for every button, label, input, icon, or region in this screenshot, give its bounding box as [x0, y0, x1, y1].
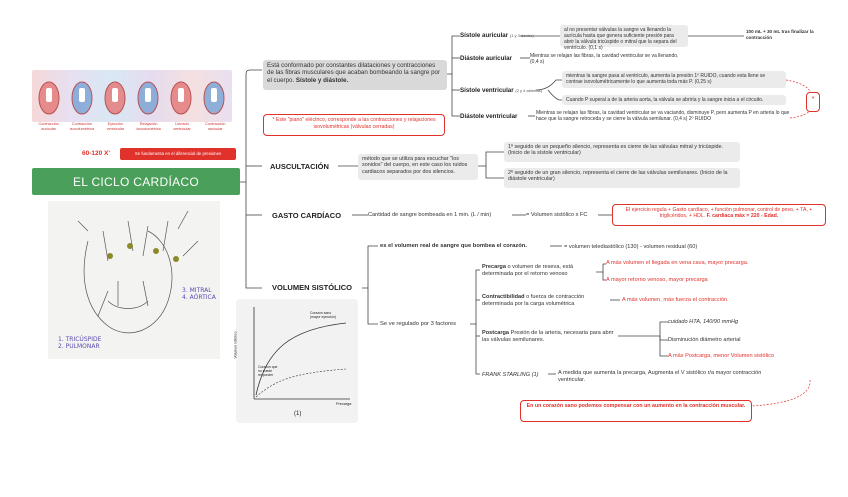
diastole-auricular-desc: Mientras se relajan las fibras, la cavidad ventricular se va llenando. (0,4 s) [530, 53, 679, 65]
sketch-label-right: 3. MITRAL 4. AÓRTICA [182, 287, 216, 301]
sistole-ventricular-small: (2 y 4 abiertas) [515, 88, 543, 93]
post-2: Disminución diámetro arterial [668, 337, 741, 343]
volumen-label: VOLUMEN SISTÓLICO [272, 283, 353, 292]
heart-panels [32, 70, 238, 140]
sistole-auricular-label: Sístole auricular (1 y 3 dentro) [460, 32, 534, 39]
postcarga-bold: Postcarga [482, 330, 510, 336]
sistole-auricular-extra: 100 mL + 30 mL tras finalizar la contracción [746, 29, 814, 40]
main-description [263, 60, 447, 90]
sistole-auricular-small: (1 y 3 dentro) [509, 33, 534, 38]
diastole-ventricular-desc: Mientras se relajan las fibras, la cavidad ventricular se va vaciando, disminuye P, pero aumenta P en arteria lo que hace que la sangre retroceda y se cierre la válvula semilunar. (0,4 s) 2º RUIDO [536, 110, 790, 122]
auscultacion-desc: método que se utiliza para escuchar "los sonidos" del cuerpo, en este caso los ruidos cardiacos separados por dos silencios. [358, 154, 478, 180]
main-desc-text: Está conformado por constantes dilataciones y contracciones de las fibras musculares que acaban bombeando la sangre por el cuerpo. [267, 62, 441, 84]
graph-curve-label: Corazón sano (mayor eyección) [310, 311, 337, 319]
frank-desc: A medida que aumenta la precarga, Augmenta el V sistólico r/a mayor contracción ventricular. [558, 370, 762, 383]
graph-low-label: Corazón que no puede responder [258, 365, 278, 377]
ruido-note: * Este "piano" eléctrico, corresponde a las contracciones y relajaciones isovolumétricas (válvulas cerradas) [263, 114, 445, 136]
page-title: EL CICLO CARDÍACO [32, 168, 240, 195]
precarga-r1: A más volumen el llegada en vena cava, mayor precarga. [606, 260, 749, 266]
panel-label: Contracción auricular [38, 122, 59, 131]
diastole-ventricular-label: Diástole ventricular [460, 113, 518, 120]
graph-xlabel: Precarga [336, 402, 352, 406]
contract-text: Contractibilidad o fuerza de contracción determinada por la carga volumétrica [482, 294, 585, 307]
main-desc-bold: Sístole y diástole. [295, 76, 349, 84]
gasto-note-bold: F. cardiaca máx = 220 - Edad. [706, 213, 779, 220]
graph-ylabel: Volumen sistólico [233, 331, 238, 359]
panel-label: Llenado ventricular [173, 122, 191, 131]
sistole-ventricular-desc1: mientras la sangre pasa al ventrículo, aumenta la presión 1º RUIDO, cuando esta llene se contrae isovolumétricamente lo que aumenta toda más P. (0,25 s) [562, 71, 786, 88]
contract-bold: Contractibilidad [482, 294, 525, 300]
precarga-text: Precarga o volumen de reseva, está determinada por el retorno venoso [482, 264, 574, 277]
gasto-desc: Cantidad de sangre bombeada en 1 min. (L / min) [368, 212, 492, 218]
sketch-label-left: 1. TRICÚSPIDE 2. PULMONAR [58, 336, 102, 350]
post-1: cuidado HTA, 140/90 mmHg [668, 319, 739, 325]
auscultacion-label: AUSCULTACIÓN [270, 162, 329, 171]
ruido-2: 2º seguido de un gran silencio, representa el cierre de las válvulas semilunares. (Inicio de la diástole ventricular) [504, 168, 740, 188]
heart-illustrations [32, 70, 232, 122]
gasto-formula: = Volumen sistólico x FC [526, 212, 588, 218]
frank-starling-graph [233, 299, 358, 423]
pressure-note: Se fundamenta en el diferencial de presiones [120, 148, 236, 160]
contract-r: A más volumen, más fuerza el contracción. [622, 297, 729, 303]
panel-label: Relajación isovolumétrica [136, 122, 161, 131]
final-note: En un corazón sano podemos compensar con un aumento en la contracción muscular. [520, 400, 752, 422]
heart-sketch [48, 201, 220, 359]
sistole-auricular-desc: al no presentar válvulas la sangre va llenando la aurícula hasta que genera suficiente presión para abrir la válvula tricúspide o mitral que la separa del ventrículo. (0,1 s) [560, 25, 688, 47]
gasto-note: El ejercicio regula + Gasto cardíaco, + función pulmonar, control de peso, + TA, + triglicéridos, + HDL. F. cardiaca máx = 220 - Edad. [612, 204, 826, 226]
precarga-bold: Precarga [482, 264, 506, 270]
panel-label: Eyección ventricular [106, 122, 125, 131]
star-marker: * [806, 92, 820, 112]
post-r: A más Postcarga, menor Volumen sistólico [668, 353, 775, 359]
postcarga-text: Postcarga Presión de la arteria, necesaria para abrir las válvulas semilunares. [482, 330, 614, 343]
graph-caption: (1) [294, 411, 302, 417]
volumen-factors: Se ve regulado por 3 factores [380, 321, 457, 327]
gasto-label: GASTO CARDÍACO [272, 211, 342, 220]
panel-label: Contracción auricular [205, 122, 226, 131]
panel-label: Contracción isovolumétrica [69, 122, 95, 131]
volumen-def: es el volumen real de sangre que bombea el corazón. [380, 243, 527, 249]
sistole-ventricular-label: Sístole ventricular (2 y 4 abiertas) [460, 87, 543, 94]
ruido-1: 1º seguido de un pequeño silencio, representa es cierre de las válvulas mitral y tricúspide. (Inicio de la sístole ventricular) [504, 142, 740, 162]
diastole-auricular-label: Diástole auricular [460, 55, 512, 62]
precarga-r2: A mayor retorno venoso, mayor precarga [606, 277, 708, 283]
sistole-ventricular-desc2: Cuando P superal a de la arteria aorta, la válvula se abriría y la sangre inicia a el circuito. [562, 95, 786, 105]
bpm-label: 60-120 X' [82, 150, 110, 157]
volumen-formula: = volumen telediastólico (130) - volumen residual (60) [564, 244, 698, 250]
frank-label: FRANK STARLING (1) [482, 372, 539, 378]
